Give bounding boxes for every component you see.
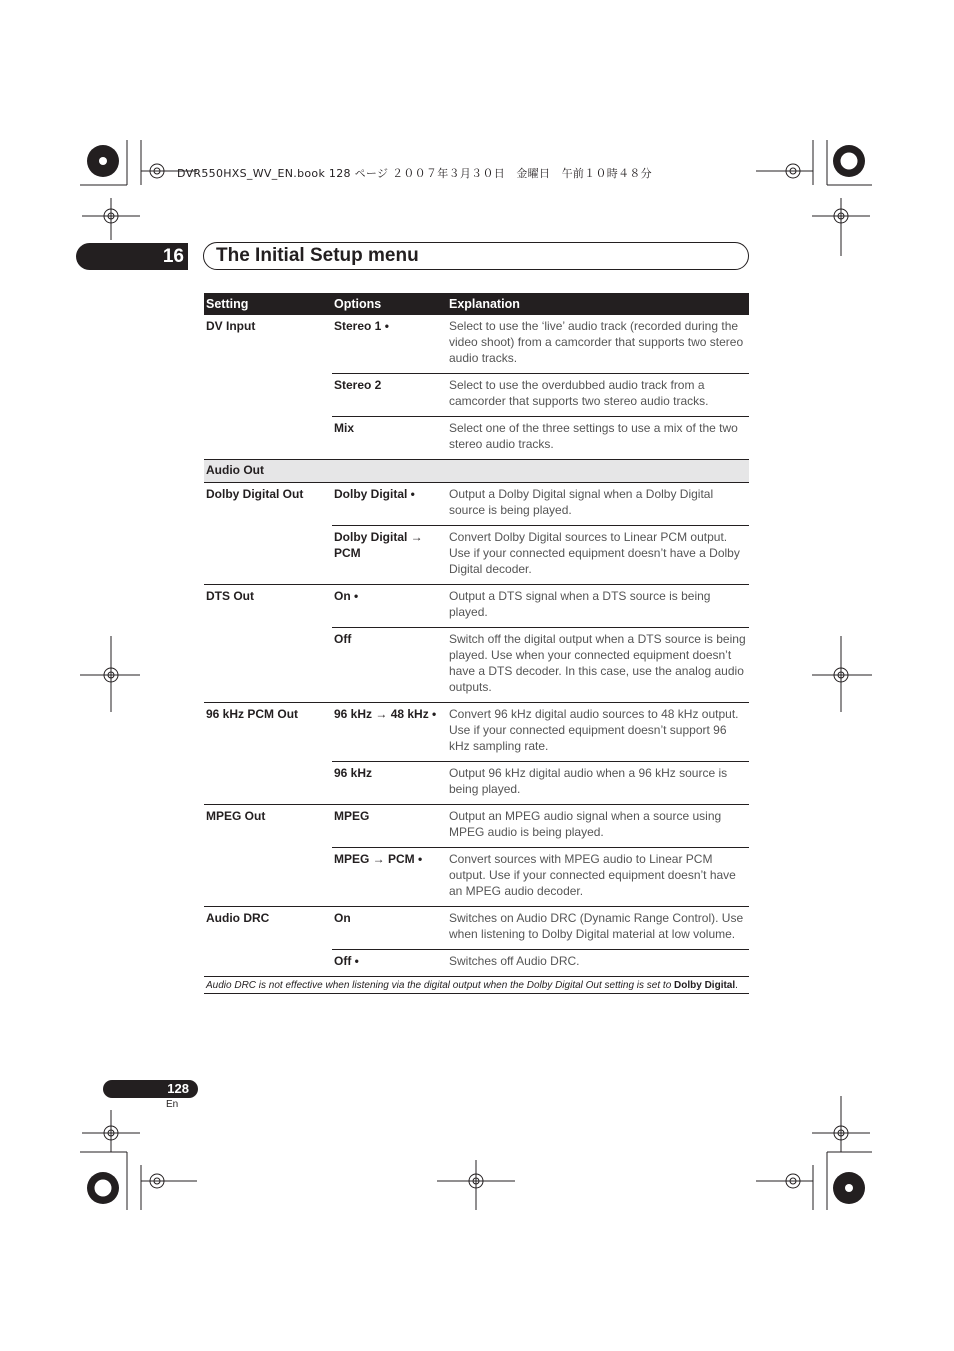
page-number: 128 (167, 1081, 189, 1096)
option-label: MPEG (332, 805, 447, 848)
footnote-end: . (735, 980, 738, 991)
option-explanation: Select to use the ‘live’ audio track (recorded during the video shoot) from a camcorder that supports two stereo audio tracks. (449, 319, 744, 365)
option-explanation: Convert sources with MPEG audio to Linear PCM output. Use if your connected equipment doesn’t have an MPEG audio decoder. (447, 848, 749, 907)
table-row (204, 703, 749, 762)
setting-name: Audio DRC (204, 907, 332, 977)
table-row (204, 907, 749, 950)
option-label: Dolby Digital • (334, 487, 415, 501)
setting-name: DTS Out (204, 585, 332, 703)
option-explanation: Switches on Audio DRC (Dynamic Range Control). Use when listening to Dolby Digital material at low volume. (447, 907, 749, 950)
option-explanation: Convert Dolby Digital sources to Linear PCM output. Use if your connected equipment doesn’t have a Dolby Digital decoder. (447, 526, 749, 585)
table-header-row (204, 293, 749, 315)
option-explanation: Output a DTS signal when a DTS source is being played. (447, 585, 749, 628)
setting-name: 96 kHz PCM Out (204, 703, 332, 805)
header-explanation: Explanation (447, 293, 749, 315)
option-label: Stereo 2 (332, 374, 447, 417)
header-setting: Setting (204, 293, 332, 315)
chapter-tab (76, 243, 188, 270)
chapter-number: 16 (162, 246, 184, 267)
setting-name: Dolby Digital Out (206, 487, 304, 501)
option-label: On (332, 907, 447, 950)
option-label: MPEG → PCM • (332, 848, 447, 907)
table-row (204, 585, 749, 628)
option-label: 96 kHz → 48 kHz • (332, 703, 447, 762)
section-band-label: Audio Out (204, 460, 749, 483)
option-label: Stereo 1 • (334, 319, 389, 333)
option-explanation: Switch off the digital output when a DTS source is being played. Use when your connected equipment doesn’t have a DTS decoder. In this case, use the analog audio outputs. (447, 628, 749, 703)
option-label: Off • (332, 950, 447, 977)
option-label: Off (332, 628, 447, 703)
header-options: Options (332, 293, 447, 315)
option-label: Mix (332, 417, 447, 460)
option-explanation: Switches off Audio DRC. (447, 950, 749, 977)
print-header: DVR550HXS_WV_EN.book 128 ページ ２００７年３月３０日 金曜日 午前１０時４８分 (177, 167, 652, 180)
option-explanation: Convert 96 kHz digital audio sources to 48 kHz output. Use if your connected equipment doesn’t support 96 kHz sampling rate. (447, 703, 749, 762)
option-explanation: Output a Dolby Digital signal when a Dolby Digital source is being played. (449, 487, 714, 517)
option-explanation: Select to use the overdubbed audio track from a camcorder that supports two stereo audio tracks. (447, 374, 749, 417)
option-explanation: Output 96 kHz digital audio when a 96 kHz source is being played. (447, 762, 749, 805)
option-explanation: Select one of the three settings to use a mix of the two stereo audio tracks. (447, 417, 749, 460)
option-label: Dolby Digital → PCM (332, 526, 447, 585)
table-row (204, 805, 749, 848)
table-footnote-row (204, 977, 749, 994)
option-explanation: Output an MPEG audio signal when a source using MPEG audio is being played. (447, 805, 749, 848)
section-band-row (204, 460, 749, 483)
settings-table (204, 293, 749, 994)
footnote-text: Audio DRC is not effective when listening via the digital output when the Dolby Digital Out setting is set to (206, 980, 675, 991)
setting-name: DV Input (206, 319, 256, 333)
table-row (204, 315, 749, 374)
setting-name: MPEG Out (204, 805, 332, 907)
table-footnote (204, 977, 749, 994)
option-label: 96 kHz (332, 762, 447, 805)
page-number-tab (103, 1080, 198, 1098)
table-row (204, 483, 749, 526)
section-title-box (203, 242, 749, 270)
section-title: The Initial Setup menu (216, 245, 419, 266)
option-label: On • (332, 585, 447, 628)
footnote-emphasis: Dolby Digital (674, 980, 736, 991)
page-language: En (166, 1099, 179, 1110)
